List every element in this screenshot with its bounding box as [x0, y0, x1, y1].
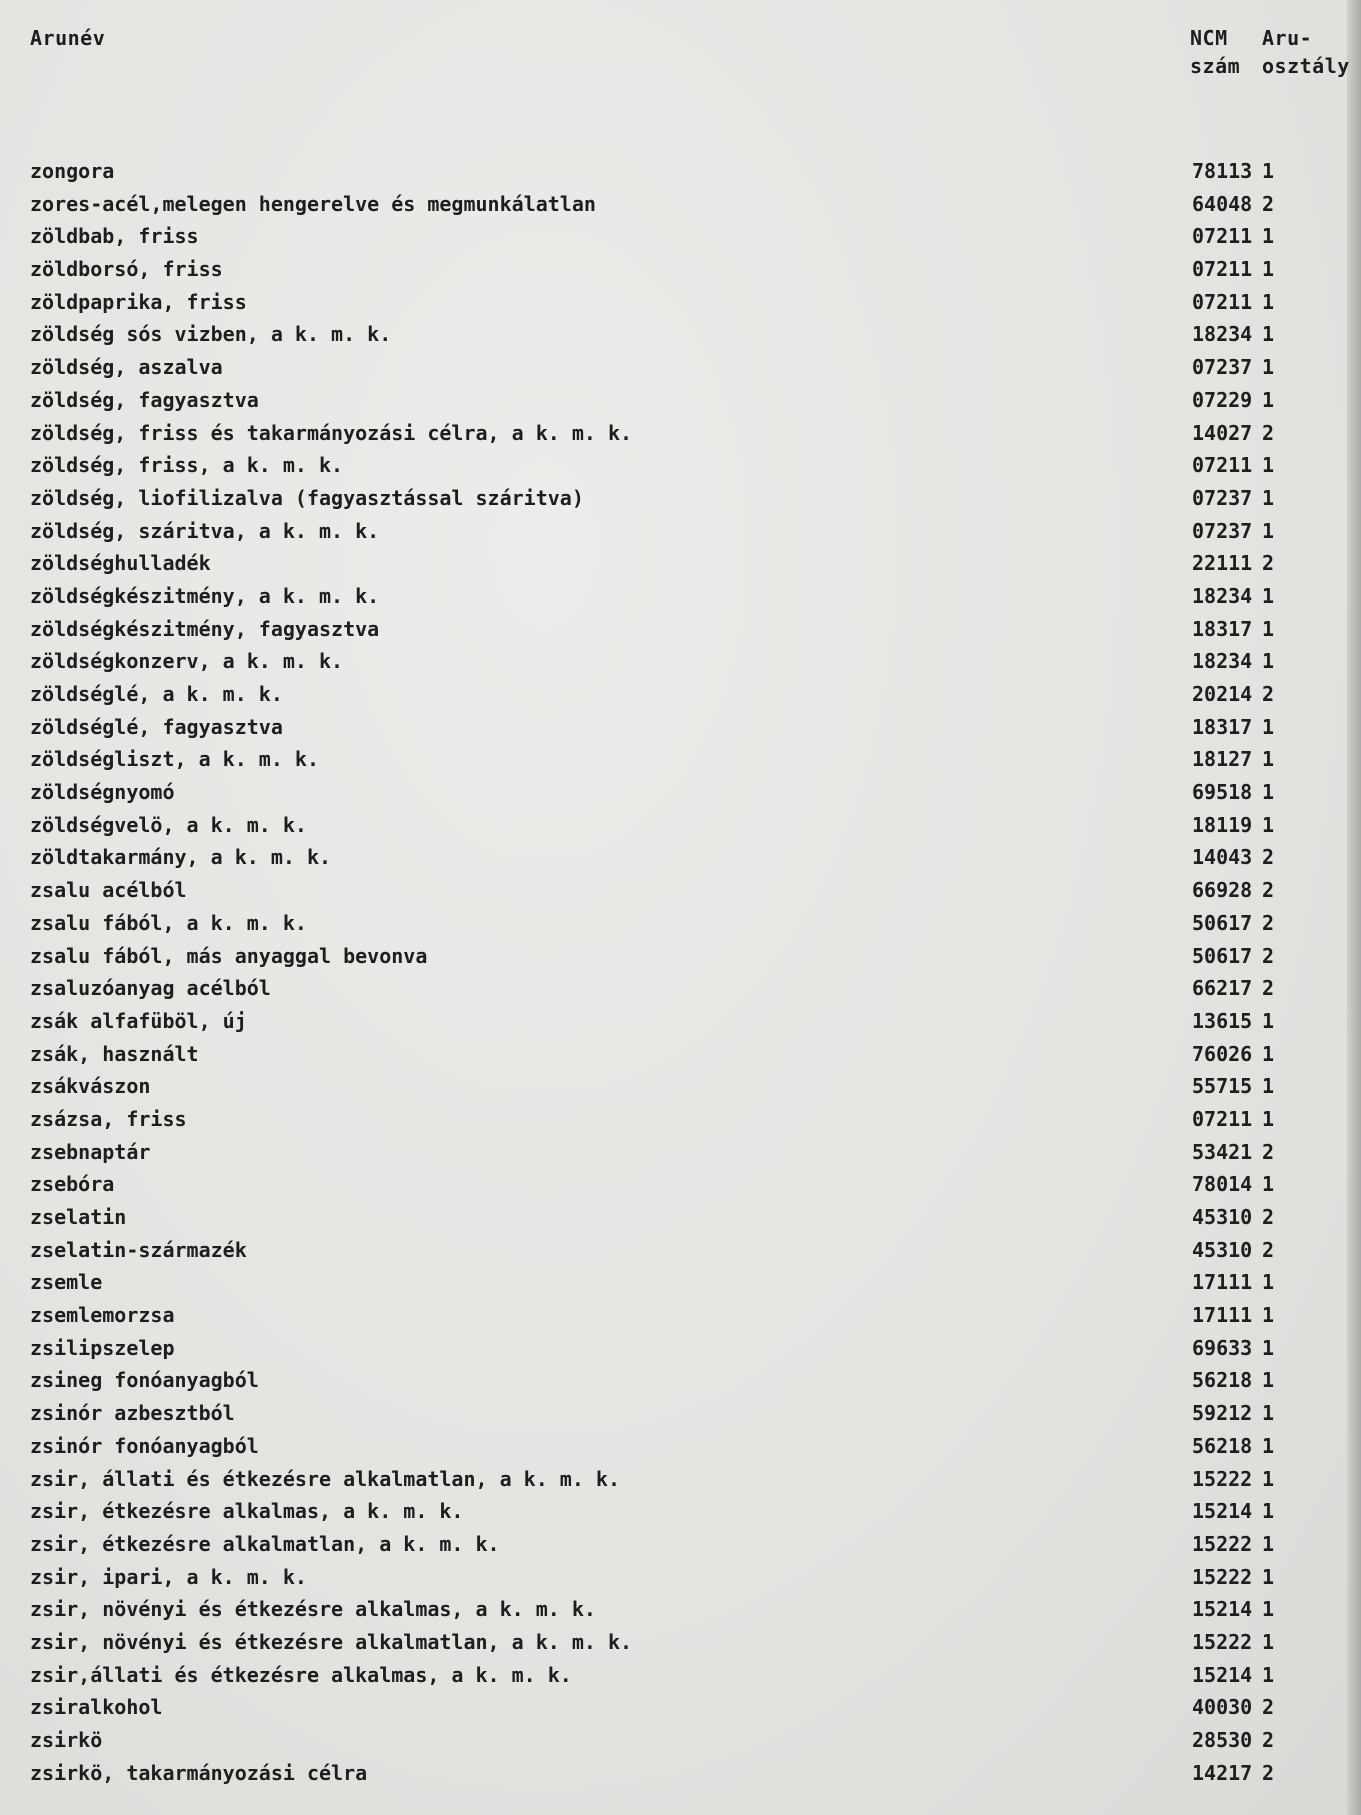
list-item [30, 1332, 1350, 1365]
list-item [30, 417, 1350, 450]
ncm-number: 07211 [1192, 289, 1253, 314]
product-name: zöldpaprika, friss [30, 289, 247, 314]
product-name: zsák alfafüböl, új [30, 1008, 247, 1033]
product-class: 2 [1262, 910, 1275, 935]
ncm-number: 15214 [1192, 1499, 1253, 1524]
list-item [30, 1266, 1350, 1299]
product-class: 1 [1262, 649, 1275, 674]
ncm-number: 07211 [1192, 453, 1253, 478]
ncm-number: 53421 [1192, 1139, 1253, 1164]
product-name: zsalu fából, a k. m. k. [30, 910, 307, 935]
list-item [30, 155, 1350, 188]
ncm-number: 07229 [1192, 387, 1253, 412]
ncm-number: 69633 [1192, 1335, 1253, 1360]
list-item [30, 253, 1350, 286]
product-class: 1 [1262, 1335, 1275, 1360]
list-item [30, 1070, 1350, 1103]
list-item [30, 907, 1350, 940]
product-class: 2 [1262, 1139, 1275, 1164]
product-name: zöldségvelö, a k. m. k. [30, 812, 307, 837]
ncm-number: 14217 [1192, 1760, 1253, 1785]
product-class: 2 [1262, 943, 1275, 968]
product-name: zöldségkonzerv, a k. m. k. [30, 649, 344, 674]
header-class-line2: osztály [1262, 54, 1350, 78]
list-item [30, 1136, 1350, 1169]
product-class: 1 [1262, 1466, 1275, 1491]
product-name: zöldségkészitmény, fagyasztva [30, 616, 380, 641]
product-class: 1 [1262, 583, 1275, 608]
list-item [30, 1561, 1350, 1594]
product-name: zsaluzóanyag acélból [30, 976, 271, 1001]
ncm-number: 45310 [1192, 1205, 1253, 1229]
ncm-number: 14027 [1192, 420, 1253, 445]
product-class: 1 [1262, 1629, 1275, 1654]
product-name: zsir, növényi és étkezésre alkalmas, a k. m. k. [30, 1597, 596, 1622]
list-item [30, 1430, 1350, 1463]
ncm-number: 07211 [1192, 224, 1253, 249]
product-class: 1 [1262, 289, 1275, 314]
product-class: 1 [1262, 159, 1275, 183]
product-name: zöldség, liofilizalva (fagyasztással száritva) [30, 485, 584, 510]
product-name: zsir,állati és étkezésre alkalmas, a k. m. k. [30, 1662, 572, 1687]
ncm-number: 28530 [1192, 1728, 1253, 1752]
product-name: zsir, állati és étkezésre alkalmatlan, a k. m. k. [30, 1466, 621, 1491]
product-class: 1 [1262, 387, 1275, 412]
product-name: zsir, étkezésre alkalmas, a k. m. k. [30, 1499, 464, 1524]
list-item [30, 940, 1350, 973]
product-name: zöldséglé, fagyasztva [30, 714, 283, 739]
list-item [30, 351, 1350, 384]
product-name: zselatin [30, 1205, 127, 1229]
product-class: 1 [1262, 485, 1275, 510]
product-class: 1 [1262, 1172, 1275, 1197]
product-name: zöldborsó, friss [30, 257, 223, 282]
product-class: 1 [1262, 1597, 1275, 1622]
ncm-number: 18317 [1192, 714, 1253, 739]
product-name: zöldséghulladék [30, 551, 211, 576]
product-class: 1 [1262, 1041, 1275, 1066]
product-class: 2 [1262, 878, 1275, 903]
product-name: zöldségkészitmény, a k. m. k. [30, 583, 380, 608]
ncm-number: 18127 [1192, 747, 1253, 772]
product-class: 1 [1262, 453, 1275, 478]
product-name: zsir, étkezésre alkalmatlan, a k. m. k. [30, 1531, 500, 1556]
list-item [30, 515, 1350, 548]
product-class: 1 [1262, 1368, 1275, 1393]
product-class: 1 [1262, 812, 1275, 837]
ncm-number: 15214 [1192, 1662, 1253, 1687]
list-item [30, 1691, 1350, 1724]
ncm-number: 66928 [1192, 878, 1253, 903]
product-class: 1 [1262, 1270, 1275, 1295]
list-item [30, 1103, 1350, 1136]
ncm-number: 64048 [1192, 191, 1253, 216]
product-name: zsiralkohol [30, 1695, 163, 1720]
ncm-number: 15222 [1192, 1531, 1253, 1556]
ncm-number: 15222 [1192, 1629, 1253, 1654]
product-name: zsemlemorzsa [30, 1303, 175, 1328]
ncm-number: 76026 [1192, 1041, 1253, 1066]
product-name: zsákvászon [30, 1074, 151, 1099]
product-class: 2 [1262, 1728, 1275, 1752]
header-product-class [1262, 24, 1350, 80]
product-name: zöldség, aszalva [30, 355, 223, 380]
product-name: zöldséglé, a k. m. k. [30, 682, 283, 706]
list-item [30, 711, 1350, 744]
list-item [30, 1463, 1350, 1496]
product-class: 2 [1262, 845, 1275, 870]
product-name: zsák, használt [30, 1041, 199, 1066]
list-item [30, 1659, 1350, 1692]
product-name: zsalu fából, más anyaggal bevonva [30, 943, 428, 968]
product-class: 2 [1262, 551, 1275, 576]
ncm-number: 18234 [1192, 322, 1253, 347]
list-item [30, 1005, 1350, 1038]
header-ncm-number [1190, 24, 1250, 80]
ncm-number: 07211 [1192, 257, 1253, 282]
ncm-number: 18234 [1192, 649, 1253, 674]
ncm-number: 59212 [1192, 1401, 1253, 1426]
product-name: zöldség, friss és takarmányozási célra, a k. m. k. [30, 420, 633, 445]
list-item [30, 449, 1350, 482]
product-class: 1 [1262, 1303, 1275, 1328]
ncm-number: 66217 [1192, 976, 1253, 1001]
product-name: zsebóra [30, 1172, 115, 1197]
ncm-number: 07237 [1192, 355, 1253, 380]
product-class: 2 [1262, 976, 1275, 1001]
product-name: zöldség, fagyasztva [30, 387, 259, 412]
list-item [30, 1593, 1350, 1626]
product-name: zongora [30, 159, 115, 183]
list-item [30, 1364, 1350, 1397]
list-item [30, 776, 1350, 809]
ncm-number: 45310 [1192, 1237, 1253, 1262]
ncm-number: 07237 [1192, 518, 1253, 543]
product-class: 1 [1262, 1074, 1275, 1099]
product-class: 1 [1262, 1499, 1275, 1524]
product-class: 1 [1262, 780, 1275, 805]
product-name: zsalu acélból [30, 878, 187, 903]
header-product-name: Arunév [30, 26, 106, 50]
ncm-number: 50617 [1192, 943, 1253, 968]
product-class: 1 [1262, 355, 1275, 380]
ncm-number: 07237 [1192, 485, 1253, 510]
list-item [30, 1234, 1350, 1267]
list-item [30, 384, 1350, 417]
ncm-number: 78113 [1192, 159, 1253, 183]
ncm-number: 56218 [1192, 1433, 1253, 1458]
list-item [30, 809, 1350, 842]
product-name: zsinór azbesztból [30, 1401, 235, 1426]
product-class: 1 [1262, 518, 1275, 543]
product-name: zsilipszelep [30, 1335, 175, 1360]
list-item [30, 1757, 1350, 1790]
list-item [30, 743, 1350, 776]
ncm-number: 18119 [1192, 812, 1253, 837]
product-name: zsázsa, friss [30, 1106, 187, 1131]
product-class: 2 [1262, 682, 1275, 706]
list-item [30, 1168, 1350, 1201]
ncm-number: 78014 [1192, 1172, 1253, 1197]
product-class: 1 [1262, 714, 1275, 739]
product-class: 2 [1262, 1237, 1275, 1262]
product-name: zsir, ipari, a k. m. k. [30, 1564, 307, 1589]
header-ncm-line1: NCM [1190, 26, 1228, 50]
product-class: 2 [1262, 191, 1275, 216]
product-name: zsirkö [30, 1728, 103, 1752]
list-item [30, 1528, 1350, 1561]
list-item [30, 1495, 1350, 1528]
product-class: 1 [1262, 747, 1275, 772]
list-item [30, 678, 1350, 711]
ncm-number: 40030 [1192, 1695, 1253, 1720]
ncm-number: 13615 [1192, 1008, 1253, 1033]
product-class: 1 [1262, 1401, 1275, 1426]
ncm-number: 15222 [1192, 1466, 1253, 1491]
list-item [30, 841, 1350, 874]
ncm-number: 18234 [1192, 583, 1253, 608]
product-class: 1 [1262, 1531, 1275, 1556]
ncm-number: 15222 [1192, 1564, 1253, 1589]
product-name: zöldség sós vizben, a k. m. k. [30, 322, 392, 347]
product-class: 2 [1262, 1760, 1275, 1785]
product-class: 1 [1262, 1433, 1275, 1458]
product-list [30, 155, 1350, 1789]
list-item [30, 1201, 1350, 1234]
list-item [30, 1626, 1350, 1659]
ncm-number: 56218 [1192, 1368, 1253, 1393]
header-class-line1: Aru- [1262, 26, 1313, 50]
list-item [30, 286, 1350, 319]
product-name: zselatin-származék [30, 1237, 247, 1262]
ncm-number: 15214 [1192, 1597, 1253, 1622]
product-name: zöldség, friss, a k. m. k. [30, 453, 344, 478]
ncm-number: 22111 [1192, 551, 1253, 576]
product-name: zsir, növényi és étkezésre alkalmatlan, a k. m. k. [30, 1629, 633, 1654]
product-class: 1 [1262, 1564, 1275, 1589]
header-ncm-line2: szám [1190, 54, 1241, 78]
list-item [30, 1724, 1350, 1757]
list-item [30, 188, 1350, 221]
list-item [30, 613, 1350, 646]
list-item [30, 1397, 1350, 1430]
list-item [30, 645, 1350, 678]
list-item [30, 547, 1350, 580]
list-item [30, 318, 1350, 351]
product-class: 1 [1262, 616, 1275, 641]
list-item [30, 482, 1350, 515]
product-class: 1 [1262, 257, 1275, 282]
product-class: 2 [1262, 1695, 1275, 1720]
product-class: 1 [1262, 322, 1275, 347]
product-class: 1 [1262, 1662, 1275, 1687]
ncm-number: 17111 [1192, 1303, 1253, 1328]
list-item [30, 972, 1350, 1005]
ncm-number: 07211 [1192, 1106, 1253, 1131]
list-item [30, 1299, 1350, 1332]
ncm-number: 55715 [1192, 1074, 1253, 1099]
product-class: 2 [1262, 420, 1275, 445]
list-item [30, 580, 1350, 613]
product-class: 1 [1262, 224, 1275, 249]
list-item [30, 874, 1350, 907]
product-name: zsebnaptár [30, 1139, 151, 1164]
product-name: zsirkö, takarmányozási célra [30, 1760, 368, 1785]
product-name: zores-acél,melegen hengerelve és megmunkálatlan [30, 191, 596, 216]
product-class: 1 [1262, 1106, 1275, 1131]
ncm-number: 50617 [1192, 910, 1253, 935]
product-class: 2 [1262, 1205, 1275, 1229]
ncm-number: 17111 [1192, 1270, 1253, 1295]
ncm-number: 20214 [1192, 682, 1253, 706]
product-name: zöldségliszt, a k. m. k. [30, 747, 319, 772]
product-name: zöldség, száritva, a k. m. k. [30, 518, 380, 543]
list-item [30, 1038, 1350, 1071]
product-name: zöldtakarmány, a k. m. k. [30, 845, 332, 870]
product-name: zöldbab, friss [30, 224, 199, 249]
ncm-number: 18317 [1192, 616, 1253, 641]
product-name: zsineg fonóanyagból [30, 1368, 259, 1393]
list-item [30, 220, 1350, 253]
product-name: zsinór fonóanyagból [30, 1433, 259, 1458]
product-name: zsemle [30, 1270, 103, 1295]
ncm-number: 14043 [1192, 845, 1253, 870]
product-class: 1 [1262, 1008, 1275, 1033]
product-name: zöldségnyomó [30, 780, 175, 805]
ncm-number: 69518 [1192, 780, 1253, 805]
